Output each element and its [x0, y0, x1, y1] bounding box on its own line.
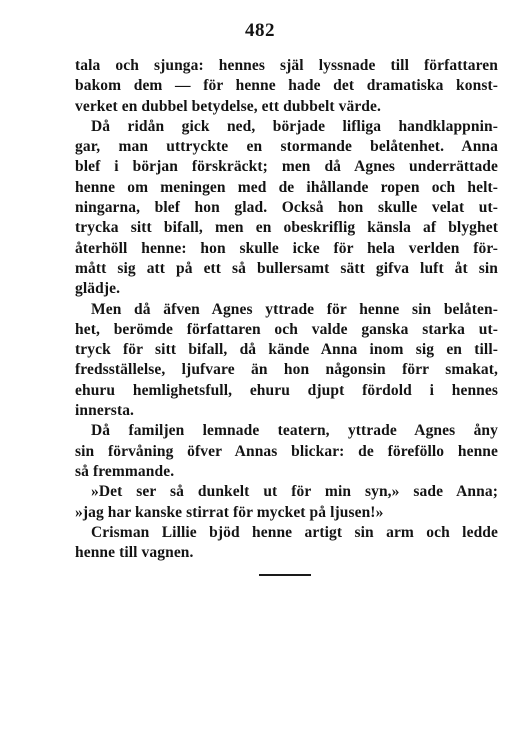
- text-line: glädje.: [75, 280, 121, 298]
- text-line: innersta.: [75, 402, 135, 420]
- text-line: »Det ser så dunkelt ut för min syn,» sade Anna;: [91, 483, 498, 501]
- page-number: 482: [245, 20, 275, 41]
- text-line: »jag har kanske stirrat för mycket på ljusen!»: [75, 503, 384, 521]
- text-line: ehuru hemlighetsfull, ehuru djupt fördold i hennes: [75, 381, 498, 399]
- text-line: ningarna, blef hon glad. Också hon skulle velat ut-: [75, 199, 498, 217]
- text-line: fredsställelse, ljufvare än hon någonsin förr smakat,: [75, 361, 498, 379]
- text-line: sin förvåning öfver Annas blickar: de föreföllo henne: [75, 442, 498, 460]
- section-divider: [259, 574, 311, 576]
- text-line: het, berömde författaren och valde ganska starka ut-: [75, 320, 498, 338]
- body-text: [75, 56, 498, 563]
- text-line: henne om meningen med de ihållande ropen och helt-: [75, 178, 498, 196]
- text-line: återhöll henne: hon skulle icke för hela verlden för-: [75, 239, 498, 257]
- text-line: Då ridån gick ned, började lifliga handklappnin-: [91, 117, 498, 135]
- text-line: henne till vagnen.: [75, 544, 194, 562]
- text-line: så fremmande.: [75, 462, 175, 480]
- text-line: tala och sjunga: hennes själ lyssnade till författaren: [75, 57, 498, 74]
- text-line: trycka sitt bifall, men en obeskriflig känsla af blyghet: [75, 219, 498, 237]
- text-line: verket en dubbel betydelse, ett dubbelt värde.: [75, 97, 381, 115]
- text-line: mått sig att på ett så bullersamt sätt gifva luft åt sin: [75, 259, 498, 277]
- text-line: Då familjen lemnade teatern, yttrade Agnes åny: [91, 422, 498, 440]
- text-line: blef i början förskräckt; men då Agnes underrättade: [75, 158, 498, 176]
- text-line: Men då äfven Agnes yttrade för henne sin belåten-: [91, 300, 498, 318]
- text-line: bakom dem — för henne hade det dramatiska konst-: [75, 77, 498, 95]
- text-line: tryck för sitt bifall, då kände Anna inom sig en till-: [75, 341, 498, 359]
- text-line: Crisman Lillie bjöd henne artigt sin arm och ledde: [91, 523, 498, 541]
- text-line: gar, man uttryckte en stormande belåtenhet. Anna: [75, 138, 498, 156]
